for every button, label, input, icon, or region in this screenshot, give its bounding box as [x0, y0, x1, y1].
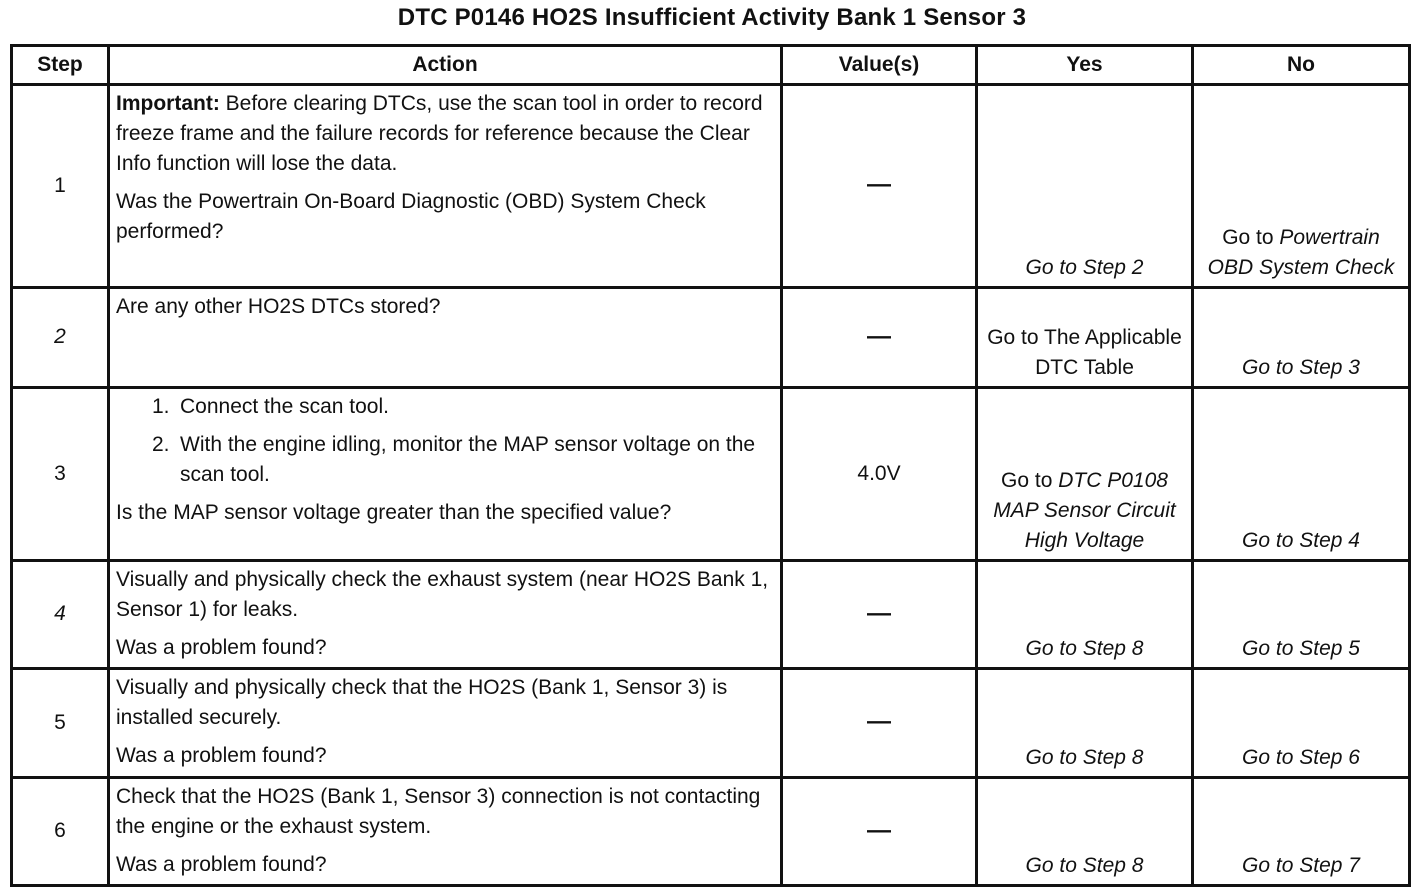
- yes-cell: Go to Step 8: [977, 777, 1193, 885]
- table-row: [12, 287, 1410, 387]
- value-cell: [782, 669, 977, 777]
- table-row: [12, 777, 1410, 885]
- step-number: 1: [12, 85, 109, 288]
- yes-cell: Go to The Applicable DTC Table: [977, 287, 1193, 387]
- header-step: Step: [12, 46, 109, 85]
- step-number: 3: [12, 388, 109, 561]
- no-prefix: Go to: [1222, 225, 1280, 249]
- header-action: Action: [109, 46, 782, 85]
- value-cell: [782, 287, 977, 387]
- table-row: [12, 85, 1410, 288]
- action-cell: [109, 287, 782, 387]
- page-title: DTC P0146 HO2S Insufficient Activity Bank 1 Sensor 3: [397, 4, 1027, 31]
- important-label: Important:: [116, 92, 220, 115]
- action-question: Was a problem found?: [116, 744, 327, 768]
- yes-cell: [977, 388, 1193, 561]
- value-cell: [782, 777, 977, 885]
- no-cell: Go to Step 7: [1193, 777, 1410, 885]
- no-reference: Powertrain OBD System Check: [1207, 225, 1395, 279]
- action-question: Was a problem found?: [116, 635, 327, 659]
- step-number: 2: [12, 287, 109, 387]
- action-cell: [109, 777, 782, 885]
- value-dash: —: [867, 599, 891, 627]
- action-cell: [109, 669, 782, 777]
- action-cell: [109, 388, 782, 561]
- step-number: 6: [12, 777, 109, 885]
- value-cell: [782, 85, 977, 288]
- no-cell: Go to Step 3: [1193, 287, 1410, 387]
- step-number: 4: [12, 560, 109, 668]
- no-cell: Go to Step 4: [1193, 388, 1410, 561]
- action-cell: [109, 85, 782, 288]
- important-text: Before clearing DTCs, use the scan tool in order to record freeze frame and the failure records for reference because the Clear Info function will lose the data.: [116, 92, 763, 175]
- value-dash: —: [867, 322, 891, 350]
- action-question: Are any other HO2S DTCs stored?: [116, 294, 441, 318]
- value-cell: [782, 560, 977, 668]
- header-yes: Yes: [977, 46, 1193, 85]
- action-text: Visually and physically check the exhaust system (near HO2S Bank 1, Sensor 1) for leaks.: [116, 567, 769, 621]
- yes-cell: Go to Step 8: [977, 669, 1193, 777]
- action-question: Is the MAP sensor voltage greater than the specified value?: [116, 501, 672, 525]
- action-text: Check that the HO2S (Bank 1, Sensor 3) connection is not contacting the engine or the exhaust system.: [116, 784, 761, 838]
- table-row: [12, 388, 1410, 561]
- header-row: [12, 46, 1410, 85]
- yes-cell: Go to Step 8: [977, 560, 1193, 668]
- action-text: Visually and physically check that the HO2S (Bank 1, Sensor 3) is installed securely.: [116, 676, 728, 730]
- important-note: [116, 89, 774, 179]
- no-cell: Go to Step 6: [1193, 669, 1410, 777]
- list-item: 2. With the engine idling, monitor the MAP sensor voltage on the scan tool.: [152, 433, 756, 487]
- no-cell: Go to Step 5: [1193, 560, 1410, 668]
- value-cell: 4.0V: [782, 388, 977, 561]
- diagnostic-table: [10, 44, 1411, 887]
- table-row: [12, 669, 1410, 777]
- action-question: Was a problem found?: [116, 852, 327, 876]
- step-number: 5: [12, 669, 109, 777]
- no-cell: [1193, 85, 1410, 288]
- action-question: Was the Powertrain On-Board Diagnostic (OBD) System Check performed?: [116, 190, 706, 243]
- value-dash: —: [867, 708, 891, 736]
- list-item: 1. Connect the scan tool.: [152, 395, 389, 419]
- value-dash: —: [867, 171, 891, 199]
- header-values: Value(s): [782, 46, 977, 85]
- action-steps-list: [116, 392, 774, 490]
- action-cell: [109, 560, 782, 668]
- table-row: [12, 560, 1410, 668]
- value-dash: —: [867, 816, 891, 844]
- yes-reference: DTC P0108 MAP Sensor Circuit High Voltage: [993, 468, 1176, 552]
- yes-prefix: Go to: [1001, 468, 1059, 492]
- header-no: No: [1193, 46, 1410, 85]
- yes-cell: Go to Step 2: [977, 85, 1193, 288]
